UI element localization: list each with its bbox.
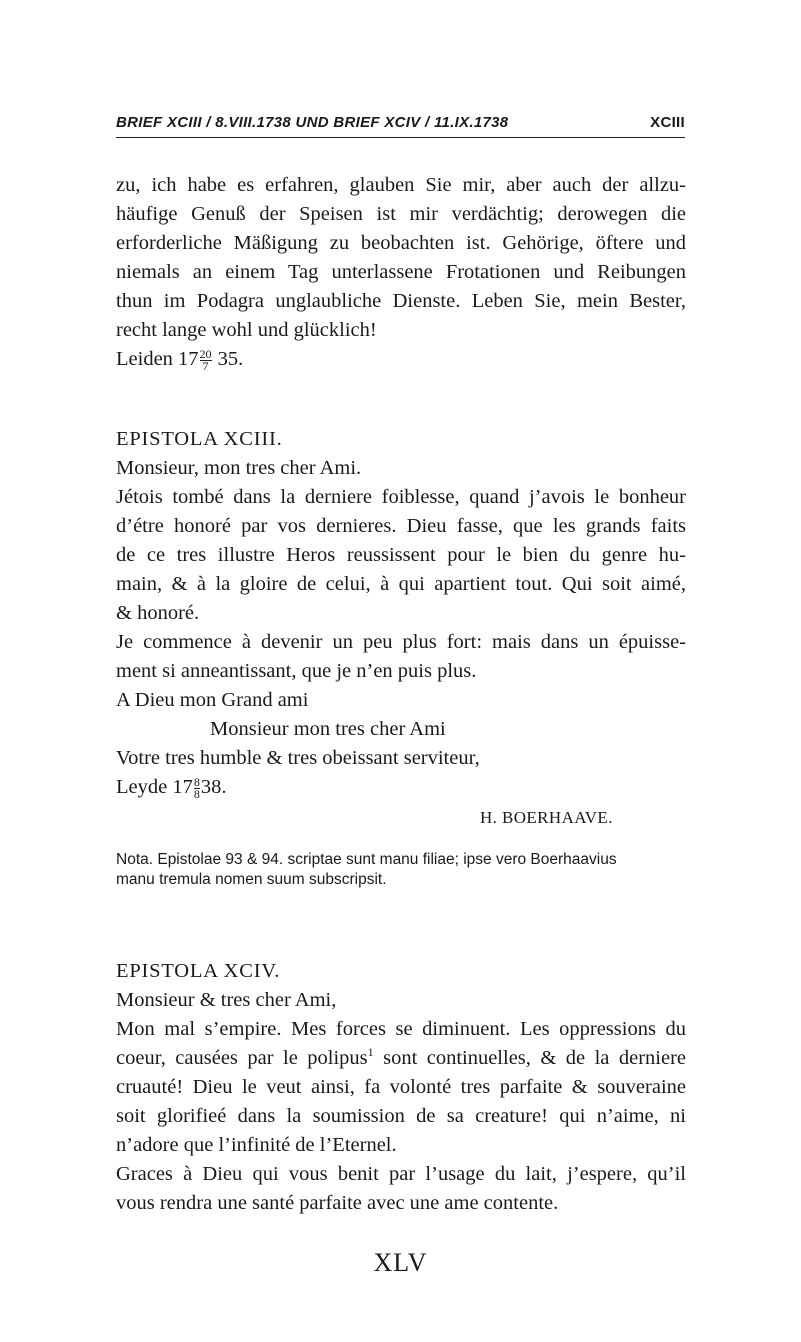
note-line: Nota. Epistolae 93 & 94. scriptae sunt manu filiae; ipse vero Boerhaavius [116,851,617,868]
running-header [116,114,685,131]
running-title: BRIEF XCIII / 8.VIII.1738 UND BRIEF XCIV / 11.IX.1738 [116,114,509,131]
page-number: XLV [373,1248,428,1277]
text-line: Je commence à devenir un peu plus fort: mais dans un épuisse- [116,631,686,653]
text-line: niemals an einem Tag unterlassene Frotationen und Reibungen [116,261,686,283]
text-line: vous rendra une santé parfaite avec une ame contente. [116,1192,559,1214]
text-line: recht lange wohl und glücklich! [116,319,377,341]
text-line: d’étre honoré par vos dernieres. Dieu fasse, que les grands faits [116,515,686,537]
text-line: de ce tres illustre Heros reussissent pour le bien du genre hu- [116,544,686,566]
closing-address: Monsieur mon tres cher Ami [210,718,446,740]
folio: XCIII [650,114,685,131]
text-line: Mon mal s’empire. Mes forces se diminuent. Les oppressions du [116,1018,686,1040]
text-line: erforderliche Mäßigung zu beobachten ist. Gehörige, öftere und [116,232,686,254]
text-line: Graces à Dieu qui vous benit par l’usage du lait, j’espere, qu’il [116,1163,686,1185]
epistola-heading: EPISTOLA XCIII. [116,428,283,450]
text-line: zu, ich habe es erfahren, glauben Sie mir, aber auch der allzu- [116,174,686,196]
text-line: häufige Genuß der Speisen ist mir verdächtig; derowegen die [116,203,686,225]
signature: H. BOERHAAVE. [480,808,613,827]
text-line: coeur, causées par le polipus$^1$ sont continuelles, & de la derniere [116,1045,686,1069]
letter-date: Leiden 17 $\frac{20}{7}$ 35. [116,347,244,373]
date-fraction: $\frac{8}{8}$ [193,775,200,801]
text-line: main, & à la gloire de celui, à qui apartient tout. Qui soit aimé, [116,573,686,595]
letter-date: Leyde 17 $\frac{8}{8}$ 38. [116,775,227,801]
date-fraction: $\frac{20}{7}$ [199,347,212,373]
closing-line: Votre tres humble & tres obeissant serviteur, [116,747,480,769]
epistola-heading: EPISTOLA XCIV. [116,960,281,982]
note-line: manu tremula nomen suum subscripsit. [116,871,387,888]
footnote-marker: 1 [367,1045,374,1059]
text-line: thun im Podagra unglaubliche Dienste. Leben Sie, mein Bester, [116,290,686,312]
text-line: ment si anneantissant, que je n’en puis plus. [116,660,477,682]
text-line: soit glorifieé dans la soumission de sa creature! qui n’aime, ni [116,1105,686,1127]
text-line: A Dieu mon Grand ami [116,689,309,711]
text-line: cruauté! Dieu le veut ainsi, fa volonté tres parfaite & souveraine [116,1076,686,1098]
text-line: n’adore que l’infinité de l’Eternel. [116,1134,397,1156]
salutation: Monsieur & tres cher Ami, [116,989,337,1011]
header-rule [116,137,685,138]
salutation: Monsieur, mon tres cher Ami. [116,457,362,479]
text-line: & honoré. [116,602,200,624]
text-line: Jétois tombé dans la derniere foiblesse, quand j’avois le bonheur [116,486,686,508]
